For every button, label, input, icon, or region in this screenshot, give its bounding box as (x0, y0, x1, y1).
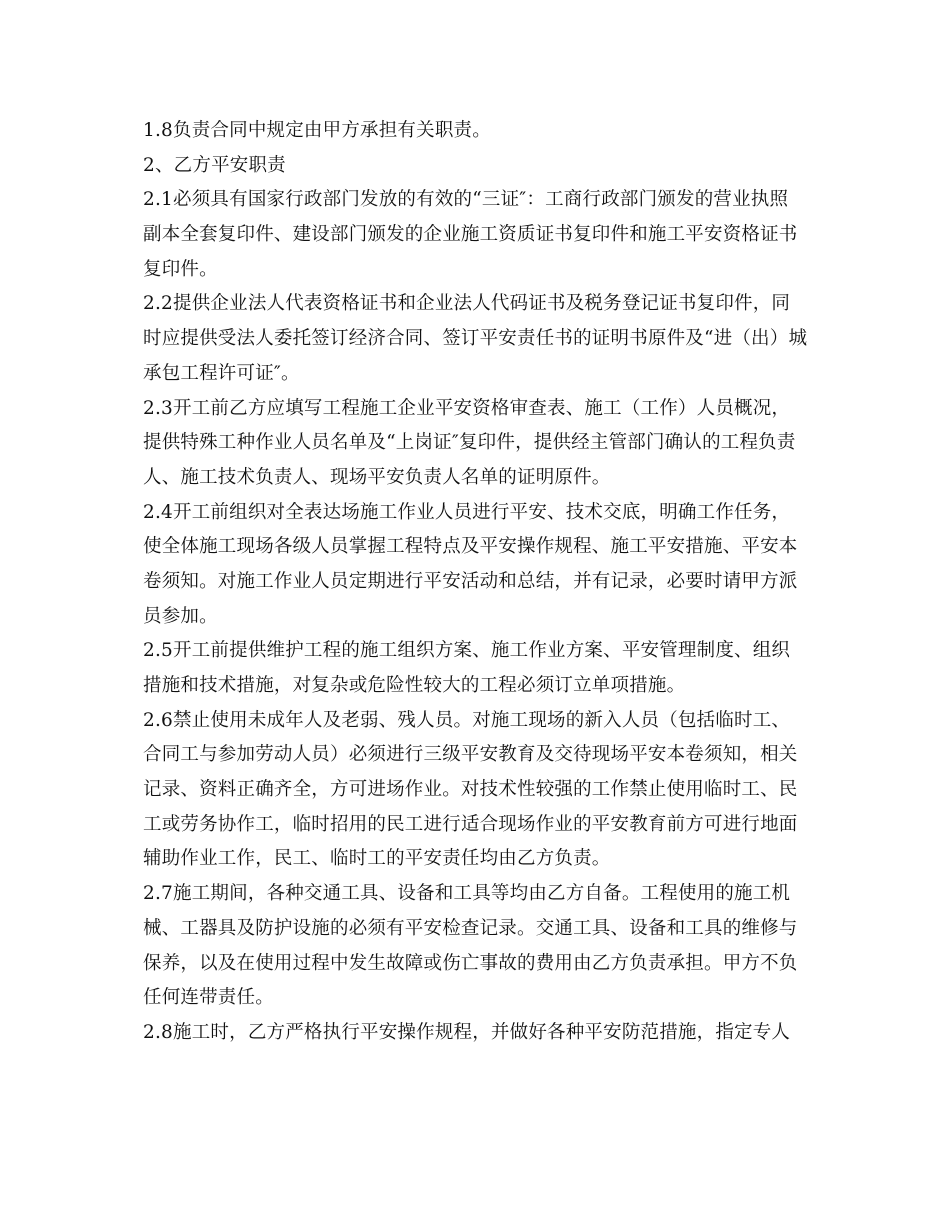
text-line: 2.5开工前提供维护工程的施工组织方案、施工作业方案、平安管理制度、组织 (143, 640, 791, 662)
text-line: 使全体施工现场各级人员掌握工程特点及平安操作规程、施工平安措施、平安本 (143, 536, 798, 558)
text-line: 时应提供受法人委托签订经济合同、签订平安责任书的证明书原件及“进（出）城 (143, 328, 808, 350)
text-line: 保养，以及在使用过程中发生故障或伤亡事故的费用由乙方负责承担。甲方不负 (143, 952, 798, 974)
text-line: 工或劳务协作工，临时招用的民工进行适合现场作业的平安教育前方可进行地面 (143, 813, 798, 835)
text-line: 2.3开工前乙方应填写工程施工企业平安资格审查表、施工（工作）人员概况， (143, 397, 791, 419)
text-line: 任何连带责任。 (143, 987, 274, 1009)
text-line: 2.1必须具有国家行政部门发放的有效的“三证″：工商行政部门颁发的营业执照 (143, 189, 789, 211)
text-line: 承包工程许可证″。 (143, 362, 300, 384)
text-line: 副本全套复印件、建设部门颁发的企业施工资质证书复印件和施工平安资格证书 (143, 224, 798, 246)
text-line: 复印件。 (143, 258, 218, 280)
text-line: 2.2提供企业法人代表资格证书和企业法人代码证书及税务登记证书复印件，同 (143, 293, 791, 315)
text-line: 措施和技术措施，对复杂或危险性较大的工程必须订立单项措施。 (143, 675, 686, 696)
section-heading: 2、乙方平安职责 (143, 154, 286, 176)
text-line: 人、施工技术负责人、现场平安负责人名单的证明原件。 (143, 466, 611, 488)
text-line: 卷须知。对施工作业人员定期进行平安活动和总结，并有记录，必要时请甲方派 (143, 570, 798, 592)
document-body (143, 114, 808, 1051)
text-line: 员参加。 (143, 605, 218, 627)
text-line: 辅助作业工作，民工、临时工的平安责任均由乙方负责。 (143, 848, 611, 870)
text-line: 记录、资料正确齐全，方可进场作业。对技术性较强的工作禁止使用临时工、民 (143, 779, 798, 801)
text-line: 2.7施工期间，各种交通工具、设备和工具等均由乙方自备。工程使用的施工机 (143, 883, 791, 905)
text-line: 械、工器具及防护设施的必须有平安检查记录。交通工具、设备和工具的维修与 (143, 917, 798, 939)
text-line: 提供特殊工种作业人员名单及“上岗证″复印件，提供经主管部门确认的工程负责 (143, 432, 796, 454)
text-line: 1.8负责合同中规定由甲方承担有关职责。 (143, 120, 491, 141)
text-line: 合同工与参加劳动人员）必须进行三级平安教育及交待现场平安本卷须知，相关 (143, 744, 798, 766)
text-line: 2.4开工前组织对全表达场施工作业人员进行平安、技术交底，明确工作任务， (143, 501, 791, 523)
text-line: 2.6禁止使用未成年人及老弱、残人员。对施工现场的新入人员（包括临时工、 (143, 709, 791, 731)
text-line: 2.8施工时，乙方严格执行平安操作规程，并做好各种平安防范措施，指定专人 (143, 1021, 791, 1043)
